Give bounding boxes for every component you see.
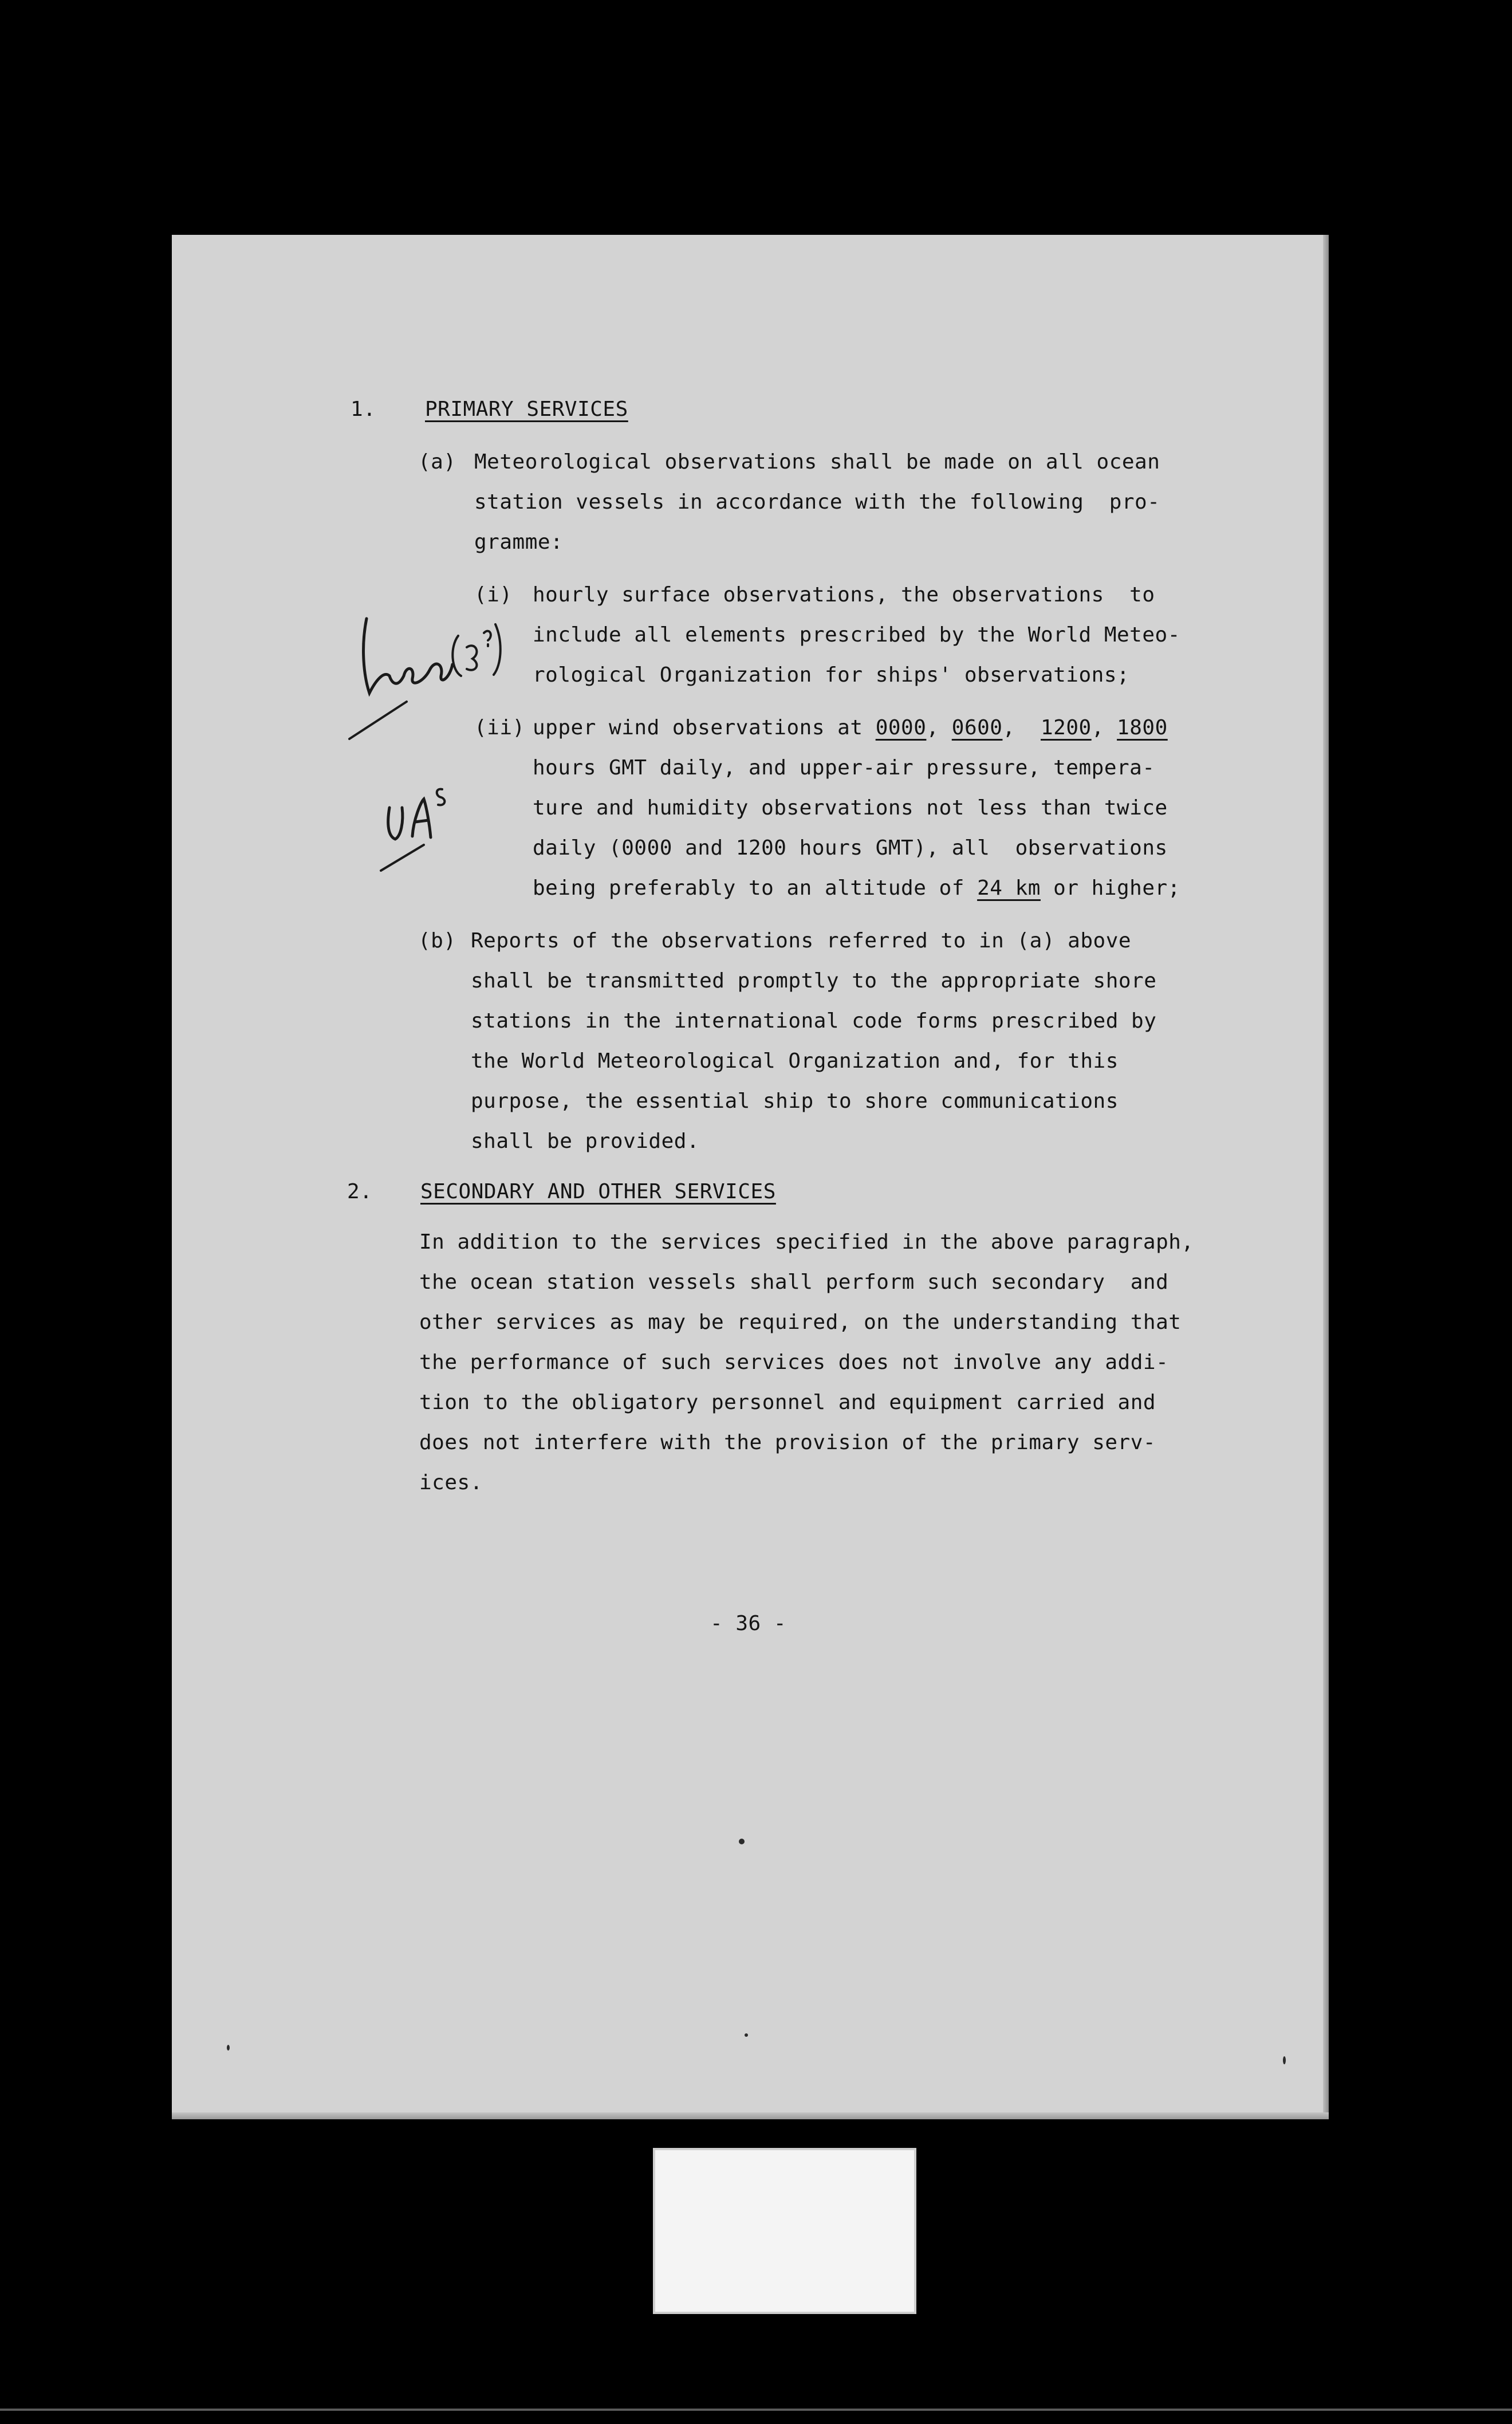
item-a-line-1: Meteorological observations shall be made on all ocean (474, 450, 1160, 474)
item-a-line-2: station vessels in accordance with the following pro- (474, 490, 1160, 514)
section-2-line-3: other services as may be required, on the understanding that (419, 1311, 1182, 1334)
item-ii-line-4: daily (0000 and 1200 hours GMT), all observations (533, 836, 1168, 860)
blank-index-card (653, 2148, 916, 2314)
item-b-line-1: Reports of the observations referred to in (a) above (471, 929, 1132, 953)
item-b-label: (b) (418, 929, 456, 953)
section-1-number: 1. (351, 398, 376, 421)
page-edge-right (1323, 235, 1329, 2119)
time-0000: 0000 (875, 716, 927, 739)
section-2-line-5: tion to the obligatory personnel and equipment carried and (419, 1391, 1156, 1414)
section-2-line-2: the ocean station vessels shall perform such secondary and (419, 1270, 1169, 1294)
item-ii-line-2: hours GMT daily, and upper-air pressure, tempera- (533, 756, 1155, 780)
section-2-line-4: the performance of such services does not involve any addi- (419, 1351, 1169, 1374)
item-ii-last-suffix: or higher; (1040, 876, 1180, 900)
item-i-line-3: rological Organization for ships' observations; (533, 663, 1130, 687)
scan-speck (739, 1839, 745, 1844)
item-ii-label: (ii) (474, 716, 525, 739)
item-a-label: (a) (418, 450, 456, 474)
handwritten-annotation-bottom (378, 773, 458, 876)
item-i-label: (i) (474, 583, 513, 607)
handwritten-annotation-top (344, 601, 504, 750)
item-a-line-3: gramme: (474, 530, 564, 554)
document-page (172, 235, 1329, 2119)
item-b-line-5: purpose, the essential ship to shore communications (471, 1089, 1119, 1113)
item-ii-line-1-prefix: upper wind observations at (533, 716, 876, 739)
item-b-line-6: shall be provided. (471, 1130, 700, 1153)
page-number: - 36 - (710, 1612, 787, 1635)
scan-bottom-line (0, 2409, 1512, 2411)
section-2-number: 2. (347, 1180, 373, 1203)
section-2-line-7: ices. (419, 1471, 483, 1494)
item-b-line-2: shall be transmitted promptly to the appropriate shore (471, 969, 1157, 993)
time-1200: 1200 (1041, 716, 1092, 739)
item-ii-last-prefix: being preferably to an altitude of (533, 876, 978, 900)
item-i-line-2: include all elements prescribed by the World Meteo- (533, 623, 1180, 647)
item-ii-line-5 (533, 868, 1180, 908)
scan-speck (745, 2033, 748, 2037)
page-edge-bottom (172, 2112, 1329, 2119)
item-i-line-1: hourly surface observations, the observations to (533, 583, 1155, 607)
item-ii-line-1: upper wind observations at 0000, 0600, 1200, 1800 (533, 716, 1168, 739)
section-2-line-1: In addition to the services specified in the above paragraph, (419, 1230, 1194, 1254)
scan-speck (1283, 2056, 1286, 2064)
item-ii-line-3: ture and humidity observations not less than twice (533, 796, 1168, 820)
section-2-heading: SECONDARY AND OTHER SERVICES (420, 1180, 776, 1203)
time-1800: 1800 (1117, 716, 1168, 739)
item-b-line-3: stations in the international code forms prescribed by (471, 1009, 1157, 1033)
time-0600: 0600 (951, 716, 1003, 739)
section-1-heading: PRIMARY SERVICES (425, 398, 628, 421)
item-b-line-4: the World Meteorological Organization and, for this (471, 1049, 1119, 1073)
scan-speck (227, 2045, 230, 2051)
altitude-value: 24 km (977, 876, 1041, 900)
section-2-line-6: does not interfere with the provision of the primary serv- (419, 1431, 1156, 1454)
